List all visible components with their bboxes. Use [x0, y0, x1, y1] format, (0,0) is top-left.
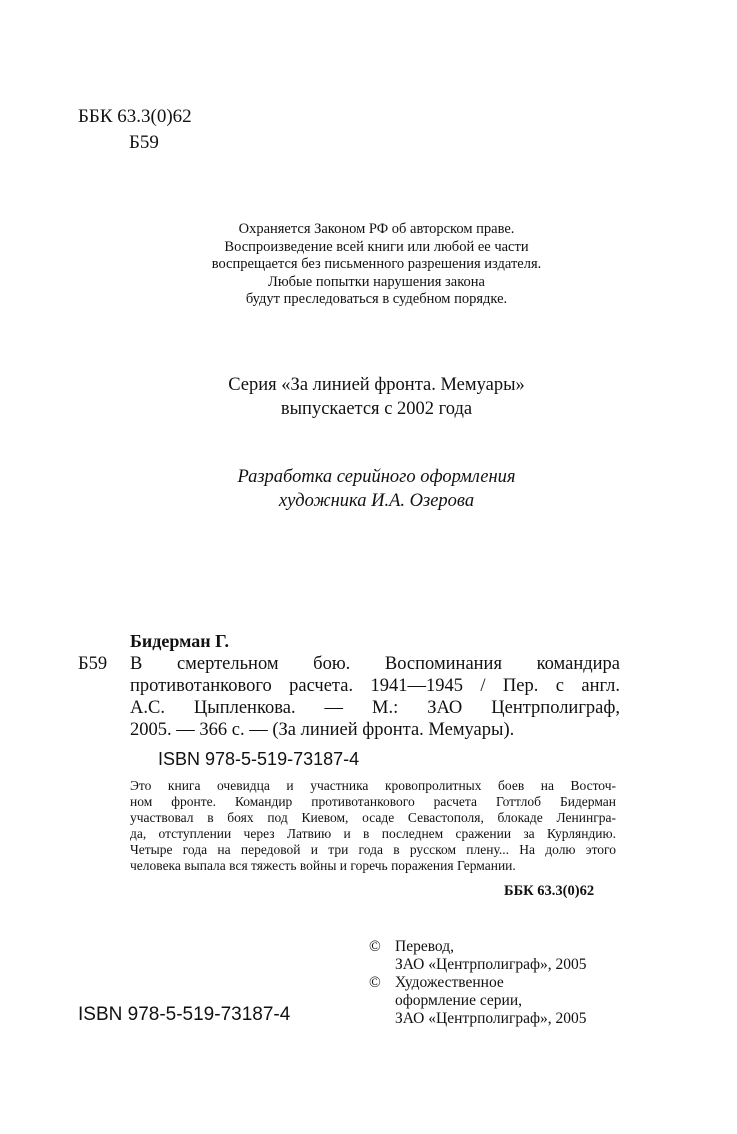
design-line: художника И.А. Озерова [278, 491, 475, 511]
annotation-line: участвовал в боях под Киевом, осаде Севастополя, блокаде Ленингра- [130, 810, 616, 825]
annotation-line: да, отступлении через Латвию и в последнем сражении за Курляндию. [130, 826, 616, 841]
copyright-line: воспрещается без письменного разрешения издателя. [211, 256, 542, 273]
catalog-isbn: ISBN 978-5-519-73187-4 [158, 749, 360, 769]
series-line: Серия «За линией фронта. Мемуары» [228, 375, 525, 395]
copyright-line: Охраняется Законом РФ об авторском праве. [238, 221, 515, 237]
copyright-entry-line: ЗАО «Центрполиграф», 2005 [395, 1010, 587, 1027]
bbk-index: Б59 [129, 132, 159, 153]
copyright-entry-line: Перевод, [395, 938, 454, 955]
copyright-line: Любые попытки нарушения закона [268, 273, 485, 290]
catalog-author: Бидерман Г. [130, 631, 230, 651]
copyright-block [369, 938, 587, 1028]
isbn-footer: ISBN 978-5-519-73187-4 [78, 1004, 291, 1025]
annotation-line: Четыре года на передовой и три года в русском плену... На долю этого [130, 842, 616, 857]
catalog-line: А.С. Цыпленкова. — М.: ЗАО Центрполиграф, [130, 698, 620, 718]
series-line: выпускается с 2002 года [280, 399, 473, 419]
design-line: Разработка серийного оформления [237, 467, 516, 487]
copyright-notice [0, 221, 737, 309]
catalog-description [130, 653, 620, 741]
copyright-entry-line: ЗАО «Центрполиграф», 2005 [395, 956, 587, 973]
catalog-line: 2005. — 366 с. — (За линией фронта. Мемуары). [130, 720, 515, 740]
copyright-line: будут преследоваться в судебном порядке. [245, 291, 508, 308]
catalog-line: противотанкового расчета. 1941—1945 / Пер. с англ. [130, 676, 620, 696]
design-credit [0, 465, 737, 513]
series-info [0, 373, 737, 421]
annotation-line: человека выпала вся тяжесть войны и горечь поражения Германии. [130, 858, 516, 873]
annotation [130, 778, 616, 874]
copyright-symbol: © [369, 938, 381, 955]
catalog-code: Б59 [78, 654, 108, 674]
bbk-code: ББК 63.3(0)62 [78, 106, 192, 127]
annotation-line: ном фронте. Командир противотанкового расчета Готтлоб Бидерман [130, 794, 616, 809]
copyright-entry [369, 974, 587, 1028]
copyright-entry [369, 938, 587, 974]
copyright-symbol: © [369, 974, 381, 991]
annotation-line: Это книга очевидца и участника кровопролитных боев на Восточ- [130, 778, 616, 793]
bbk-footer: ББК 63.3(0)62 [504, 883, 595, 899]
copyright-line: Воспроизведение всей книги или любой ее части [224, 238, 529, 255]
copyright-entry-line: оформление серии, [395, 992, 522, 1009]
copyright-entry-line: Художественное [395, 974, 504, 991]
catalog-line: В смертельном бою. Воспоминания командира [130, 654, 620, 674]
